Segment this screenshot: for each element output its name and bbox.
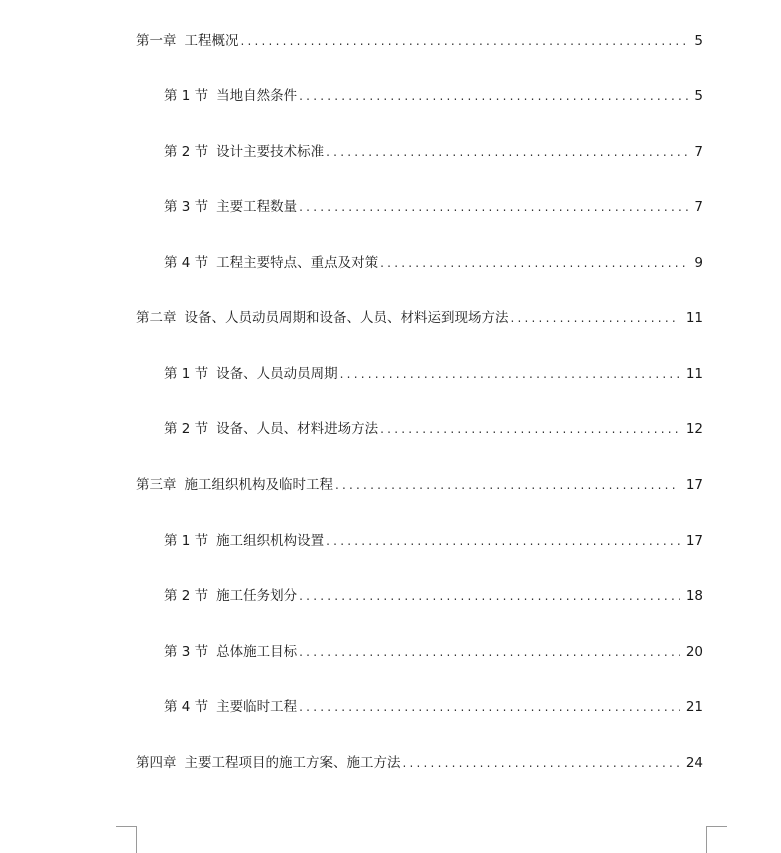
dot-leader xyxy=(299,642,680,662)
entry-number: 第四章 xyxy=(136,755,177,771)
entry-number: 第 2 节 xyxy=(164,144,209,160)
toc-section-3-2[interactable] xyxy=(164,586,703,606)
page-number: 21 xyxy=(685,699,703,715)
page-corner-mark-right xyxy=(706,826,727,853)
page-number: 5 xyxy=(694,33,703,49)
entry-title: 设备、人员、材料进场方法 xyxy=(216,421,379,437)
page-number: 11 xyxy=(685,366,703,382)
toc-section-2-2[interactable] xyxy=(164,419,703,439)
dot-leader xyxy=(299,86,688,106)
entry-number: 第 3 节 xyxy=(164,199,209,215)
toc-section-1-1[interactable] xyxy=(164,86,703,106)
dot-leader xyxy=(403,753,680,773)
page-number: 7 xyxy=(694,199,703,215)
dot-leader xyxy=(326,531,680,551)
toc-section-2-1[interactable] xyxy=(164,364,703,384)
entry-title: 施工组织机构及临时工程 xyxy=(184,477,333,493)
entry-title: 总体施工目标 xyxy=(216,644,298,660)
entry-number: 第 3 节 xyxy=(164,644,209,660)
page-number: 17 xyxy=(685,533,703,549)
page-number: 5 xyxy=(694,88,703,104)
toc-section-3-4[interactable] xyxy=(164,697,703,717)
toc-chapter-4[interactable] xyxy=(136,753,703,773)
entry-title: 设备、人员动员周期和设备、人员、材料运到现场方法 xyxy=(184,310,509,326)
page-number: 9 xyxy=(694,255,703,271)
page-number: 24 xyxy=(685,755,703,771)
entry-title: 设计主要技术标准 xyxy=(216,144,325,160)
entry-number: 第一章 xyxy=(136,33,177,49)
toc-section-3-1[interactable] xyxy=(164,531,703,551)
entry-title: 主要工程数量 xyxy=(216,199,298,215)
dot-leader xyxy=(299,586,680,606)
entry-title: 设备、人员动员周期 xyxy=(216,366,338,382)
entry-title: 主要工程项目的施工方案、施工方法 xyxy=(184,755,401,771)
dot-leader xyxy=(340,364,680,384)
page-number: 12 xyxy=(685,421,703,437)
toc-section-1-3[interactable] xyxy=(164,197,703,217)
page-number: 7 xyxy=(694,144,703,160)
entry-number: 第 4 节 xyxy=(164,255,209,271)
dot-leader xyxy=(511,308,680,328)
entry-title: 工程主要特点、重点及对策 xyxy=(216,255,379,271)
page-number: 11 xyxy=(685,310,703,326)
entry-title: 施工任务划分 xyxy=(216,588,298,604)
dot-leader xyxy=(241,31,689,51)
entry-number: 第 1 节 xyxy=(164,533,209,549)
dot-leader xyxy=(326,142,688,162)
entry-title: 施工组织机构设置 xyxy=(216,533,325,549)
dot-leader xyxy=(380,253,688,273)
entry-title: 主要临时工程 xyxy=(216,699,298,715)
entry-number: 第 2 节 xyxy=(164,588,209,604)
entry-number: 第 1 节 xyxy=(164,88,209,104)
entry-number: 第 2 节 xyxy=(164,421,209,437)
entry-number: 第 4 节 xyxy=(164,699,209,715)
entry-title: 工程概况 xyxy=(184,33,239,49)
page-number: 17 xyxy=(685,477,703,493)
toc-chapter-3[interactable] xyxy=(136,475,703,495)
entry-title: 当地自然条件 xyxy=(216,88,298,104)
dot-leader xyxy=(299,197,688,217)
page-number: 20 xyxy=(685,644,703,660)
dot-leader xyxy=(335,475,680,495)
toc-section-1-4[interactable] xyxy=(164,253,703,273)
toc-chapter-2[interactable] xyxy=(136,308,703,328)
entry-number: 第二章 xyxy=(136,310,177,326)
dot-leader xyxy=(380,419,680,439)
entry-number: 第 1 节 xyxy=(164,366,209,382)
page-corner-mark-left xyxy=(116,826,137,853)
toc-chapter-1[interactable] xyxy=(136,31,703,51)
page-number: 18 xyxy=(685,588,703,604)
toc-section-3-3[interactable] xyxy=(164,642,703,662)
toc-section-1-2[interactable] xyxy=(164,142,703,162)
dot-leader xyxy=(299,697,680,717)
entry-number: 第三章 xyxy=(136,477,177,493)
